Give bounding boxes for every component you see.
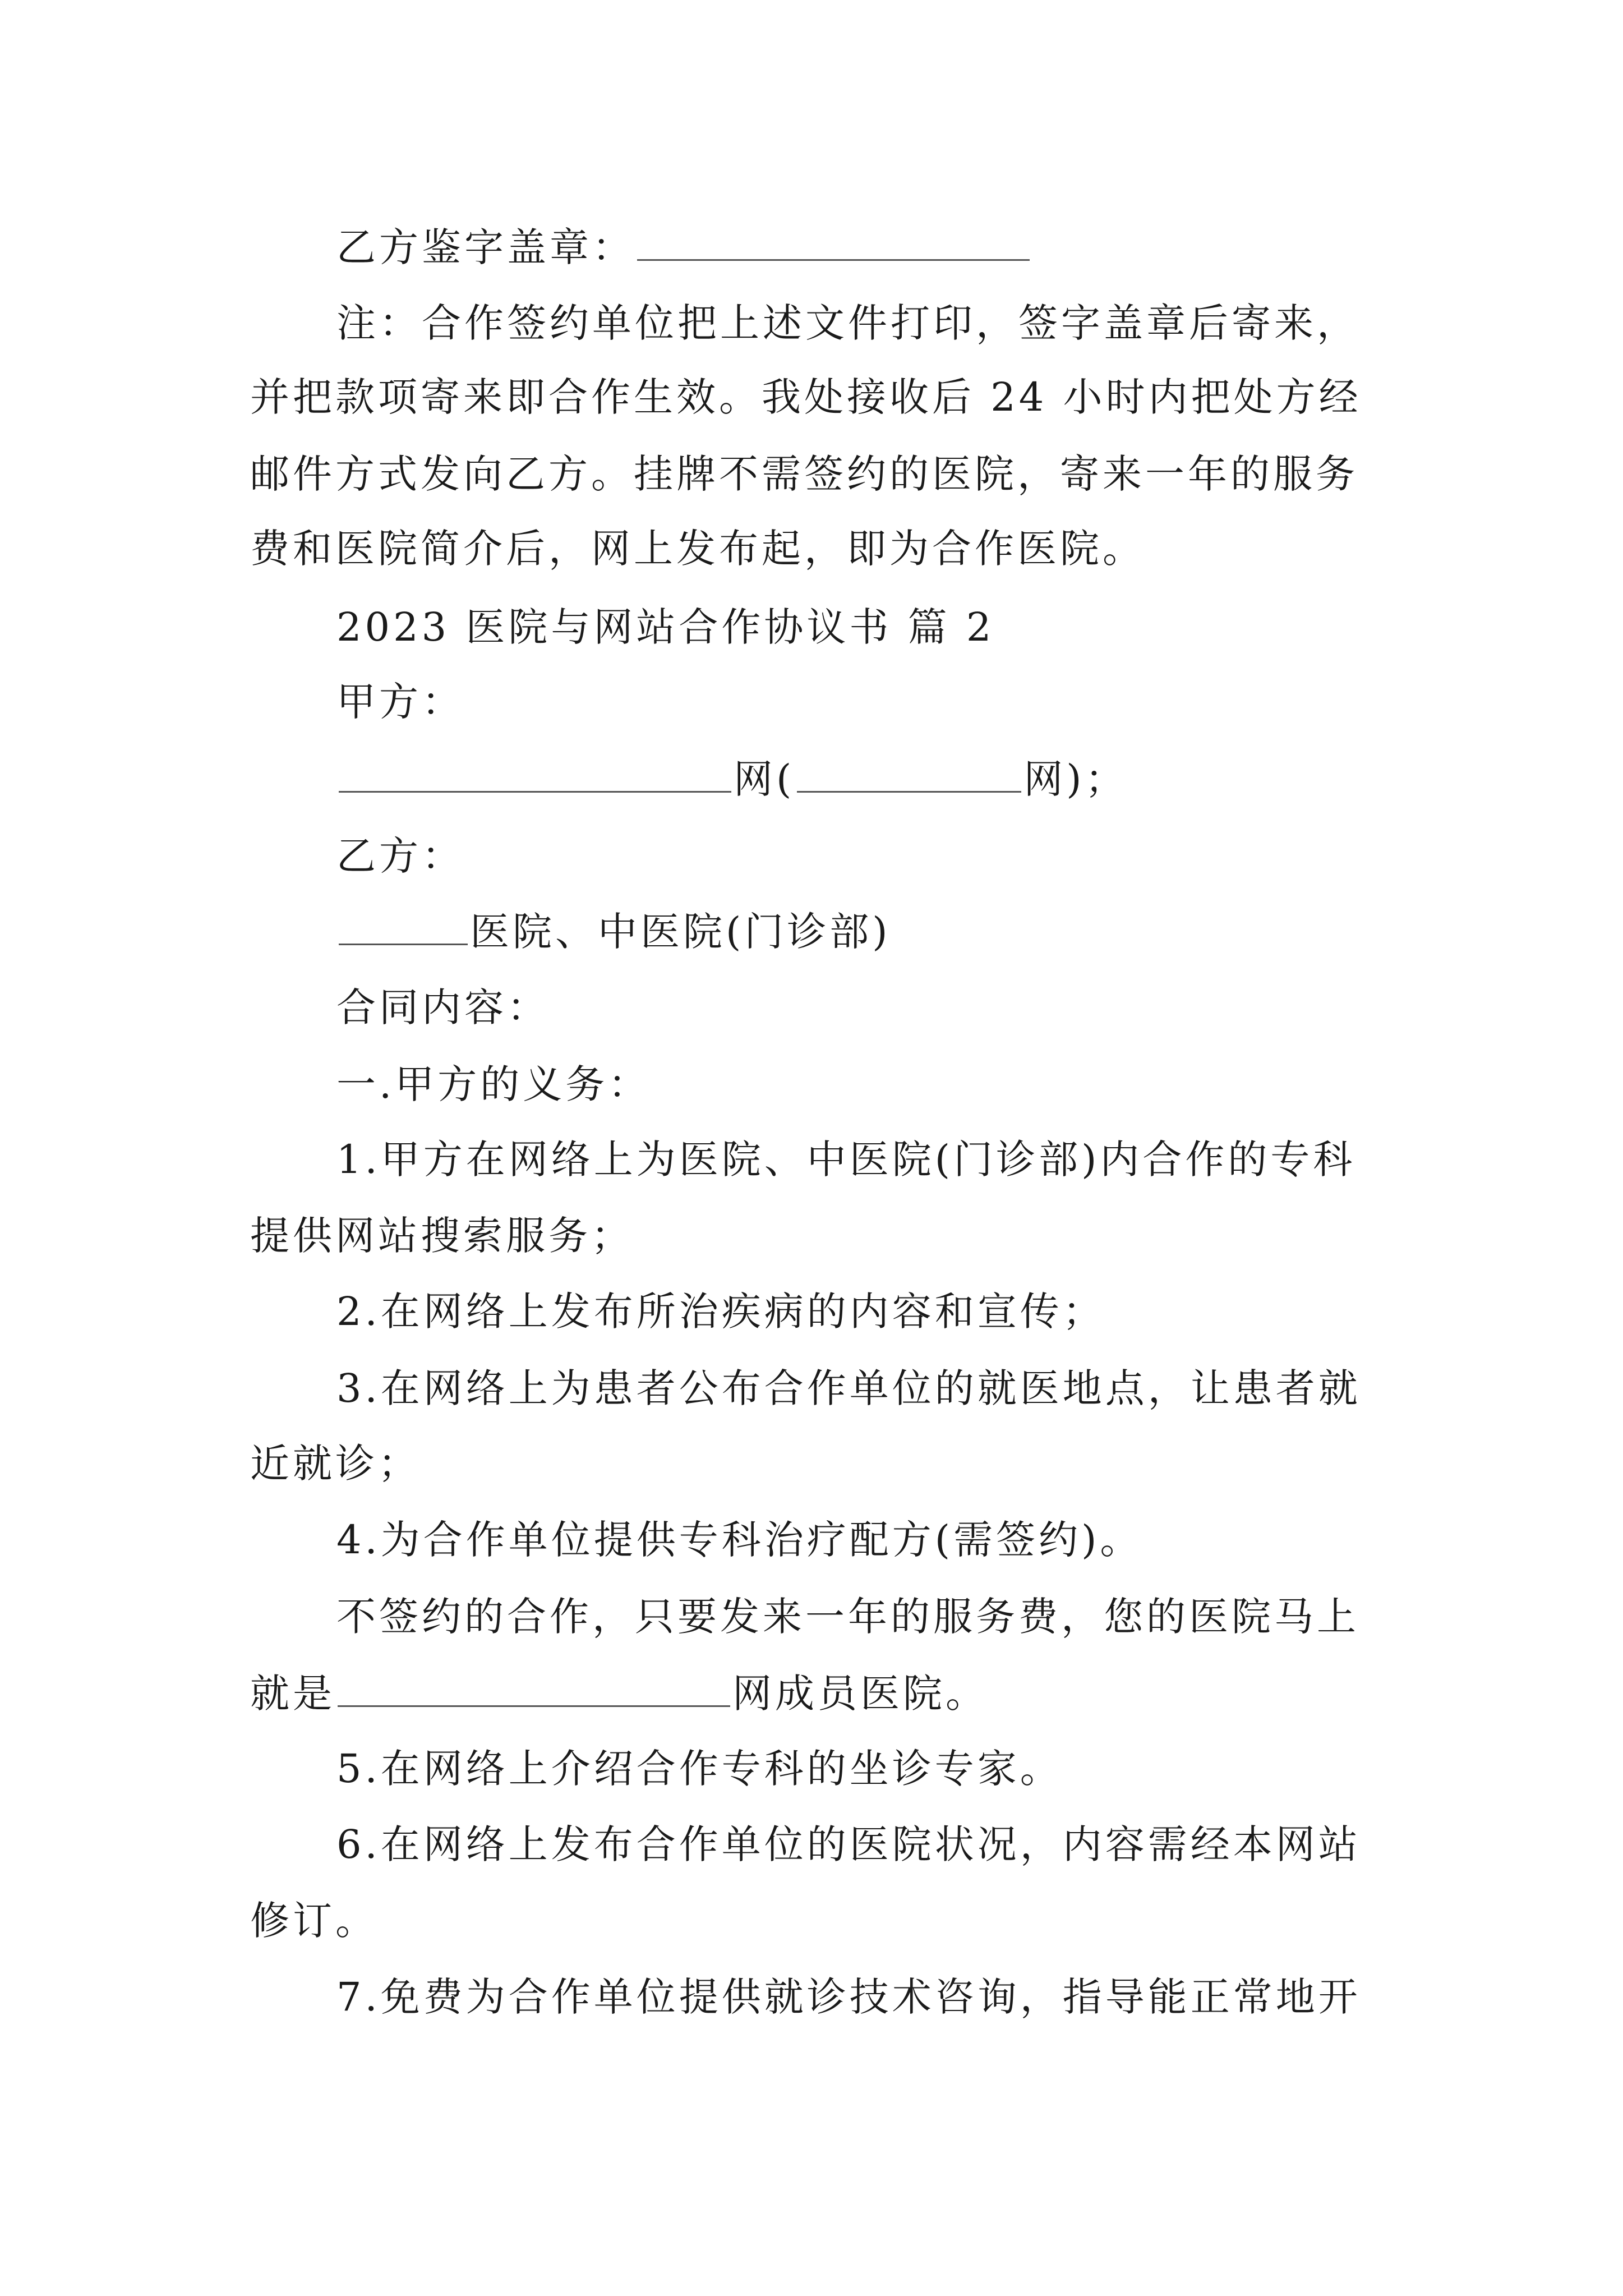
item-4-line [336,1513,1142,1567]
party-a-name-blank [339,752,731,793]
party-b-hospital-text: 医院、中医院(门诊部) [470,909,891,955]
item-4-text: 4.为合作单位提供专科治疗配方(需签约)。 [336,1517,1143,1563]
unsigned-text-2a: 就是 [250,1671,335,1717]
signature-label: 乙方鉴字盖章： [336,224,635,270]
member-site-blank [338,1666,730,1707]
item-3-line-1 [336,1361,1361,1415]
item-2-line [336,1285,1105,1338]
item-1-line-2 [250,1209,634,1263]
item-3-text-2: 近就诊； [250,1441,421,1487]
note-text-1: 注：合作签约单位把上述文件打印，签字盖章后寄来， [336,300,1359,346]
note-text-3: 邮件方式发向乙方。挂牌不需签约的医院，寄来一年的服务 [250,451,1358,497]
party-b-label-line [336,829,464,883]
unsigned-line-2 [250,1666,988,1720]
item-1-text-2: 提供网站搜索服务； [250,1213,634,1259]
item-2-text: 2.在网络上发布所治疾病的内容和宣传； [336,1289,1105,1335]
section-title-text: 2023 医院与网站合作协议书 篇 2 [336,604,995,650]
unsigned-text-2b: 网成员医院。 [732,1671,988,1717]
note-line-1 [336,296,1359,350]
note-text-4: 费和医院简介后，网上发布起，即为合作医院。 [250,526,1145,572]
obligations-heading: 一.甲方的义务： [336,1061,651,1107]
item-5-text: 5.在网络上介绍合作专科的坐诊专家。 [336,1746,1063,1792]
item-3-line-2 [250,1437,421,1490]
note-text-2: 并把款项寄来即合作生效。我处接收后 24 小时内把处方经 [250,374,1362,420]
party-a-label: 甲方： [336,679,464,725]
party-a-label-line [336,675,464,729]
item-1-line-1 [336,1133,1355,1186]
contract-content-line [336,981,550,1034]
obligations-heading-line [336,1057,651,1111]
party-a-site-blank [797,752,1021,793]
signature-line [336,220,1032,274]
unsigned-line-1 [336,1590,1359,1644]
item-6-text-1: 6.在网络上发布合作单位的医院状况，内容需经本网站 [336,1821,1361,1867]
unsigned-text-1: 不签约的合作，只要发来一年的服务费，您的医院马上 [336,1594,1359,1640]
party-b-name-blank [339,904,468,945]
party-a-fill-line [336,752,1128,806]
party-a-net-open: 网( [734,756,795,802]
party-b-label: 乙方： [336,833,464,879]
item-7-line [336,1970,1361,2024]
party-b-fill-line [336,904,891,958]
item-6-line-1 [336,1818,1361,1871]
party-a-net-close: 网)； [1023,756,1128,802]
note-line-2 [250,370,1362,424]
item-6-text-2: 修订。 [250,1898,378,1944]
section-title [336,600,994,654]
signature-blank [637,220,1030,261]
note-line-3 [250,447,1358,501]
item-1-text-1: 1.甲方在网络上为医院、中医院(门诊部)内合作的专科 [336,1137,1356,1182]
contract-content-label: 合同内容： [336,984,550,1030]
note-line-4 [250,522,1145,576]
item-5-line [336,1742,1063,1796]
item-6-line-2 [250,1894,378,1948]
item-3-text-1: 3.在网络上为患者公布合作单位的就医地点，让患者就 [336,1365,1361,1411]
item-7-text: 7.免费为合作单位提供就诊技术咨询，指导能正常地开 [336,1974,1361,2020]
